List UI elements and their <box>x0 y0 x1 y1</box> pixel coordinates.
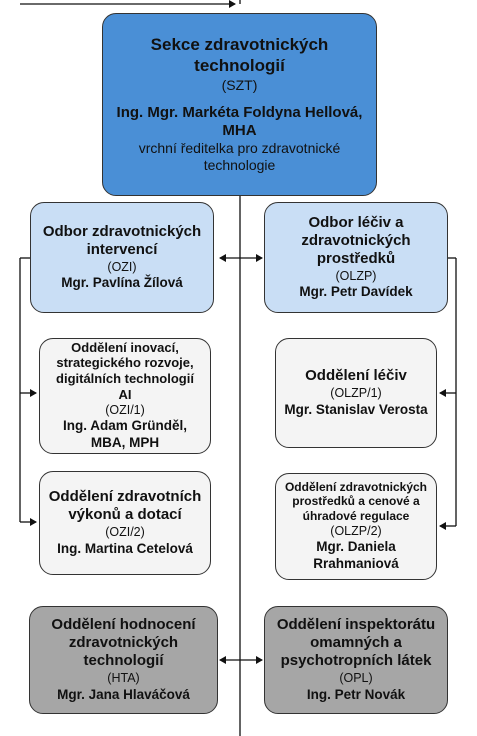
ozi1-box <box>39 338 211 454</box>
szt-role: vrchní ředitelka pro zdravotnické technologie <box>138 140 341 173</box>
ozi2-box <box>39 471 211 575</box>
olzp-abbr: (OLZP) <box>335 268 377 283</box>
olzp2-box <box>275 473 437 580</box>
szt-abbr: (SZT) <box>221 77 258 93</box>
ozi-abbr: (OZI) <box>107 259 137 274</box>
opl-box <box>264 606 448 714</box>
hta-head: Mgr. Jana Hlaváčová <box>57 686 190 702</box>
olzp-title: Odbor léčiv a zdravotnických prostředků <box>301 213 411 267</box>
szt-box <box>102 13 377 196</box>
hta-box <box>29 606 218 714</box>
olzp-head: Mgr. Petr Davídek <box>299 284 413 300</box>
szt-title: Sekce zdravotnických technologií <box>150 35 329 75</box>
ozi1-title: Oddělení inovací, strategického rozvoje, digitálních technologií AI <box>56 339 194 402</box>
ozi-head: Mgr. Pavlína Žílová <box>61 275 183 291</box>
hta-title: Oddělení hodnocení zdravotnických technologií <box>51 616 196 670</box>
opl-head: Ing. Petr Novák <box>306 686 406 702</box>
ozi2-head: Ing. Martina Cetelová <box>57 540 193 556</box>
hta-abbr: (HTA) <box>107 671 140 686</box>
olzp1-abbr: (OLZP/1) <box>330 386 382 401</box>
olzp1-head: Mgr. Stanislav Verosta <box>284 401 428 417</box>
ozi1-head: Ing. Adam Gründěl, MBA, MPH <box>62 418 187 451</box>
szt-head: Ing. Mgr. Markéta Foldyna Hellová, MHA <box>116 104 363 140</box>
ozi2-abbr: (OZI/2) <box>105 525 145 540</box>
ozi-title: Odbor zdravotnických intervencí <box>42 222 202 258</box>
olzp-box <box>264 202 448 313</box>
olzp1-title: Oddělení léčiv <box>305 367 407 385</box>
opl-title: Oddělení inspektorátu omamných a psychotropních látek <box>276 616 436 670</box>
ozi1-abbr: (OZI/1) <box>105 403 145 418</box>
opl-abbr: (OPL) <box>339 671 373 686</box>
olzp2-title: Oddělení zdravotnických prostředků a cenové a úhradové regulace <box>284 479 428 523</box>
ozi2-title: Oddělení zdravotních výkonů a dotací <box>48 488 202 524</box>
olzp1-box <box>275 338 437 448</box>
olzp2-abbr: (OLZP/2) <box>330 524 382 539</box>
olzp2-head: Mgr. Daniela Rrahmaniová <box>313 539 399 572</box>
ozi-box <box>30 202 214 313</box>
